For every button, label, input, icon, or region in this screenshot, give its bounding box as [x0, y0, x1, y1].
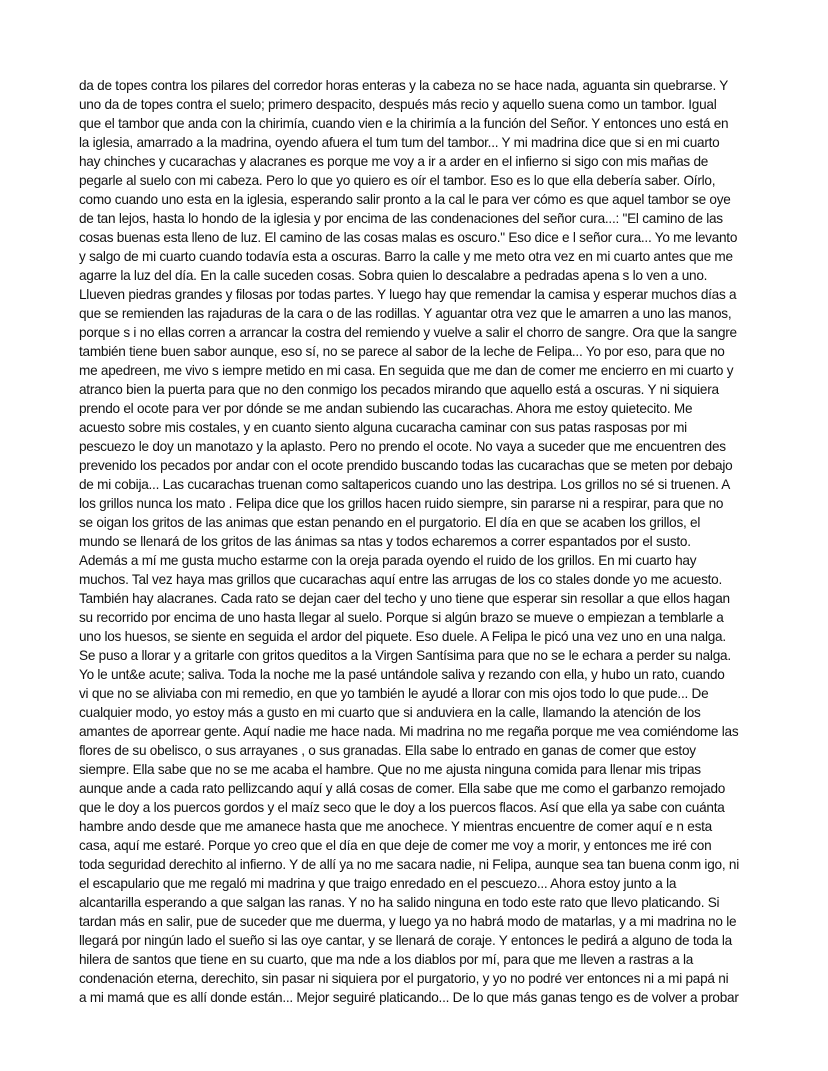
- text-line: muchos. Tal vez haya mas grillos que cucarachas aquí entre las arrugas de los co stales donde yo me acuesto.: [79, 572, 722, 587]
- text-line: hambre ando desde que me amanece hasta que me anochece. Y mientras encuentre de comer aquí e n esta: [79, 819, 712, 834]
- text-line: También hay alacranes. Cada rato se dejan caer del techo y uno tiene que esperar sin resollar a que ellos hagan: [79, 591, 730, 606]
- text-line: acuesto sobre mis costales, y en cuanto siento alguna cucaracha caminar con sus patas rasposas por mi: [79, 420, 687, 435]
- text-line: llegará por ningún lado el sueño si las oye cantar, y se llenará de coraje. Y entonces le pedirá a alguno de toda la: [79, 933, 732, 948]
- text-line: y salgo de mi cuarto cuando todavía esta a oscuras. Barro la calle y me meto otra vez en mi cuarto antes que me: [79, 249, 733, 264]
- text-line: porque s i no ellas corren a arrancar la costra del remiendo y vuelve a salir el chorro de sangre. Ora que la sangre: [79, 325, 737, 340]
- text-line: atranco bien la puerta para que no den conmigo los pecados mirando que aquello está a oscuras. Y ni siquiera: [79, 382, 719, 397]
- text-line: como cuando uno esta en la iglesia, esperando salir pronto a la cal le para ver cómo es que aquel tambor se oye: [79, 192, 731, 207]
- text-line: toda seguridad derechito al infierno. Y de allí ya no me sacara nadie, ni Felipa, aunque sea tan buena conm igo, ni: [79, 857, 739, 872]
- text-line: que se remienden las rajaduras de la cara o de las rodillas. Y aguantar otra vez que le amarren a uno las manos,: [79, 306, 732, 321]
- text-line: Llueven piedras grandes y filosas por todas partes. Y luego hay que remendar la camisa y esperar muchos días a: [79, 287, 737, 302]
- text-line: siempre. Ella sabe que no se me acaba el hambre. Que no me ajusta ninguna comida para llenar mis tripas: [79, 762, 701, 777]
- text-line: da de topes contra los pilares del corredor horas enteras y la cabeza no se hace nada, aguanta sin quebrarse. Y: [79, 78, 729, 93]
- text-line: uno los huesos, se siente en seguida el ardor del piquete. Eso duele. A Felipa le picó una vez uno en una nalga.: [79, 629, 726, 644]
- text-line: hilera de santos que tiene en su cuarto, que ma nde a los diablos por mí, para que me lleven a rastras a la: [79, 952, 694, 967]
- text-line: los grillos nunca los mato . Felipa dice que los grillos hacen ruido siempre, sin pararse ni a respirar, para que no: [79, 496, 724, 511]
- text-line: cosas buenas esta lleno de luz. El camino de las cosas malas es oscuro." Eso dice e l señor cura... Yo me levanto: [79, 230, 738, 245]
- text-line: de mi cobija... Las cucarachas truenan como saltapericos cuando uno las destripa. Los grillos no sé si truenen. A: [79, 477, 731, 492]
- text-line: de tan lejos, hasta lo hondo de la iglesia y por encima de las condenaciones del señor cura...: "El camino de las: [79, 211, 723, 226]
- text-line: amantes de aporrear gente. Aquí nadie me hace nada. Mi madrina no me regaña porque me vea comiéndome las: [79, 724, 739, 739]
- text-line: su recorrido por encima de uno hasta llegar al suelo. Porque si algún brazo se mueve o empiezan a temblarle a: [79, 610, 724, 625]
- body-text: [79, 76, 769, 1026]
- text-line: que le doy a los puercos gordos y el maíz seco que le doy a los puercos flacos. Así que ella ya sabe con cuánta: [79, 800, 725, 815]
- text-line: el escapulario que me regaló mi madrina y que traigo enredado en el pescuezo... Ahora estoy junto a la: [79, 876, 677, 891]
- text-line: pescuezo le doy un manotazo y la aplasto. Pero no prendo el ocote. No vaya a suceder que me encuentren des: [79, 439, 726, 454]
- text-line: pegarle al suelo con mi cabeza. Pero lo que yo quiero es oír el tambor. Eso es lo que ella debería saber. Oírlo,: [79, 173, 716, 188]
- text-line: vi que no se aliviaba con mi remedio, en que yo también le ayudé a llorar con mis ojos todo lo que pude... De: [79, 686, 709, 701]
- text-line: a mi mamá que es allí donde están... Mejor seguiré platicando... De lo que más ganas tengo es de volver a probar: [79, 990, 739, 1005]
- text-line: agarre la luz del día. En la calle suceden cosas. Sobra quien lo descalabre a pedradas apena s lo ven a uno.: [79, 268, 708, 283]
- text-line: prevenido los pecados por andar con el ocote prendido buscando todas las cucarachas que se meten por debajo: [79, 458, 733, 473]
- text-line: cualquier modo, yo estoy más a gusto en mi cuarto que si anduviera en la calle, llamando la atención de los: [79, 705, 701, 720]
- text-line: mundo se llenará de los gritos de las ánimas sa ntas y todos echaremos a correr espantados por el susto.: [79, 534, 691, 549]
- text-line: Además a mí me gusta mucho estarme con la oreja parada oyendo el ruido de los grillos. En mi cuarto hay: [79, 553, 697, 568]
- text-line: Se puso a llorar y a gritarle con gritos queditos a la Virgen Santísima para que no se le echara a perder su nalga.: [79, 648, 731, 663]
- text-line: la iglesia, amarrado a la madrina, oyendo afuera el tum tum del tambor... Y mi madrina dice que si en mi cuarto: [79, 135, 720, 150]
- text-line: alcantarilla esperando a que salgan las ranas. Y no ha salido ninguna en todo este rato que llevo platicando. Si: [79, 895, 720, 910]
- text-line: uno da de topes contra el suelo; primero despacito, después más recio y aquello suena como un tambor. Igual: [79, 97, 717, 112]
- text-line: que el tambor que anda con la chirimía, cuando vien e la chirimía a la función del Señor. Y entonces uno está en: [79, 116, 729, 131]
- text-line: también tiene buen sabor aunque, eso sí, no se parece al sabor de la leche de Felipa... Yo por eso, para que no: [79, 344, 725, 359]
- text-line: se oigan los gritos de las animas que estan penando en el purgatorio. El día en que se acaben los grillos, el: [79, 515, 701, 530]
- text-line: Yo le unt&e acute; saliva. Toda la noche me la pasé untándole saliva y rezando con ella, y hubo un rato, cuando: [79, 667, 725, 682]
- text-line: me apedreen, me vivo s iempre metido en mi casa. En seguida que me dan de comer me encierro en mi cuarto y: [79, 363, 734, 378]
- text-line: casa, aquí me estaré. Porque yo creo que el día en que deje de comer me voy a morir, y entonces me iré con: [79, 838, 712, 853]
- text-line: condenación eterna, derechito, sin pasar ni siquiera por el purgatorio, y yo no podré ver entonces ni a mi papá ni: [79, 971, 729, 986]
- text-line: hay chinches y cucarachas y alacranes es porque me voy a ir a arder en el infierno si sigo con mis mañas de: [79, 154, 709, 169]
- text-line: prendo el ocote para ver por dónde se me andan subiendo las cucarachas. Ahora me estoy quietecito. Me: [79, 401, 693, 416]
- text-line: tardan más en salir, pue de suceder que me duerma, y luego ya no habrá modo de matarlas, y a mi madrina no le: [79, 914, 737, 929]
- text-line: [79, 1007, 769, 1026]
- text-line: flores de su obelisco, o sus arrayanes , o sus granadas. Ella sabe lo entrado en ganas de comer que estoy: [79, 743, 696, 758]
- text-line: aunque ande a cada rato pellizcando aquí y allá cosas de comer. Ella sabe que me como el garbanzo remojado: [79, 781, 726, 796]
